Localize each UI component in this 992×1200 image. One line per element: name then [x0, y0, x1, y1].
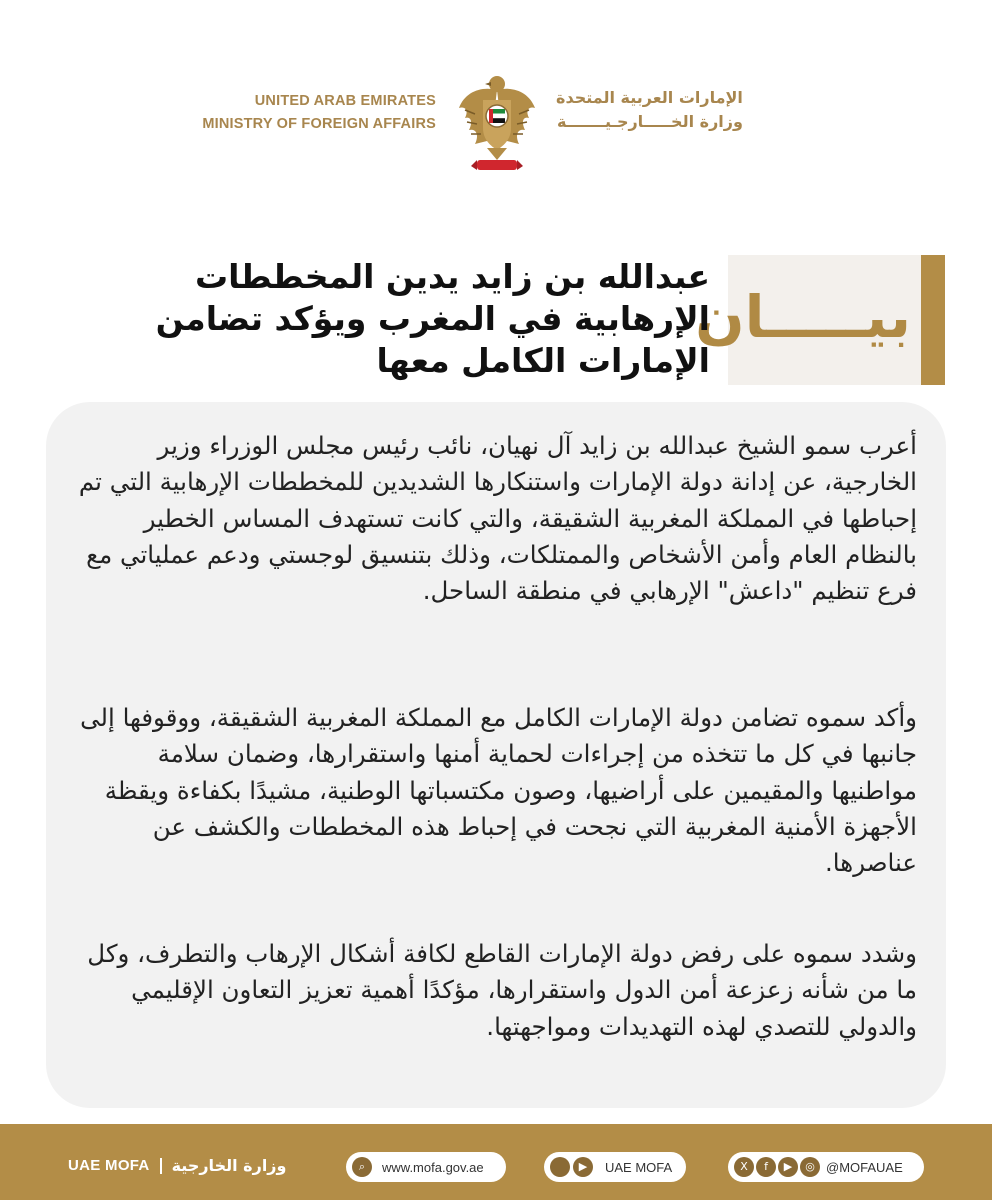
uae-falcon-emblem-icon — [451, 70, 543, 180]
statement-paragraph-1: أعرب سمو الشيخ عبدالله بن زايد آل نهيان، نائب رئيس مجلس الوزراء وزير الخارجية، عن إدانة دولة الإمارات واستنكارها الشديدين للمخططات الإرهابية التي تم إحباطها في المملكة المغربية الشقيقة، والتي كانت تستهدف المساس الخطير بالنظام العام وأمن الأشخاص والممتلكات، وذلك بتنسيق لوجستي ودعم عملياتي مع فرع تنظيم "داعش" الإرهابي في منطقة الساحل. — [78, 431, 917, 606]
org-name-ar-line1: الإمارات العربية المتحدة — [556, 88, 743, 107]
app-link[interactable] — [544, 1152, 686, 1182]
footer-brand-ar: وزارة الخارجية — [171, 1156, 287, 1175]
org-name-ar-line2: وزارة الخـــــارجـيـــــــة — [556, 112, 743, 131]
org-name-arabic — [556, 86, 743, 134]
apple-icon[interactable] — [550, 1157, 570, 1177]
app-label: UAE MOFA — [605, 1159, 673, 1175]
page-header — [0, 60, 992, 180]
statement-label: بيـــــان — [695, 283, 911, 351]
footer-brand-divider — [160, 1158, 162, 1174]
footer-brand — [68, 1156, 286, 1175]
social-handle: @MOFAUAE — [826, 1159, 903, 1175]
search-icon: ⌕ — [352, 1157, 372, 1177]
social-links[interactable] — [728, 1152, 924, 1182]
website-url: www.mofa.gov.ae — [382, 1159, 484, 1175]
statement-paragraph-2: وأكد سموه تضامن دولة الإمارات الكامل مع المملكة المغربية الشقيقة، ووقوفها إلى جانبها في كل ما تتخذه من إجراءات لحماية أمنها واستقرارها، وضمان سلامة مواطنيها والمقيمين على أراضيها، وصون مكتسباتها الوطنية، مشيدًا بكفاءة ويقظة الأجهزة الأمنية المغربية التي نجحت في إحباط هذه المخططات والكشف عن عناصرها. — [80, 703, 917, 878]
page-title: عبدالله بن زايد يدين المخططات الإرهابية في المغرب ويؤكد تضامن الإمارات الكامل معها — [155, 257, 710, 380]
gold-accent-strip — [921, 255, 945, 385]
instagram-icon[interactable]: ◎ — [800, 1157, 820, 1177]
statement-label-box — [695, 255, 945, 385]
x-icon[interactable]: X — [734, 1157, 754, 1177]
org-name-en-line2: MINISTRY OF FOREIGN AFFAIRS — [202, 116, 436, 132]
footer-brand-en: UAE MOFA — [68, 1157, 150, 1174]
google-play-icon[interactable]: ▶ — [573, 1157, 593, 1177]
org-name-english — [202, 90, 436, 136]
website-link[interactable] — [346, 1152, 506, 1182]
youtube-icon[interactable]: ▶ — [778, 1157, 798, 1177]
org-name-en-line1: UNITED ARAB EMIRATES — [254, 93, 436, 109]
facebook-icon[interactable]: f — [756, 1157, 776, 1177]
page-footer — [0, 1124, 992, 1200]
statement-paragraph-3: وشدد سموه على رفض دولة الإمارات القاطع لكافة أشكال الإرهاب والتطرف، وكل ما من شأنه زعزعة أمن الدول واستقرارها، مؤكدًا أهمية تعزيز التعاون الإقليمي والدولي للتصدي لهذه التهديدات ومواجهتها. — [87, 939, 917, 1041]
